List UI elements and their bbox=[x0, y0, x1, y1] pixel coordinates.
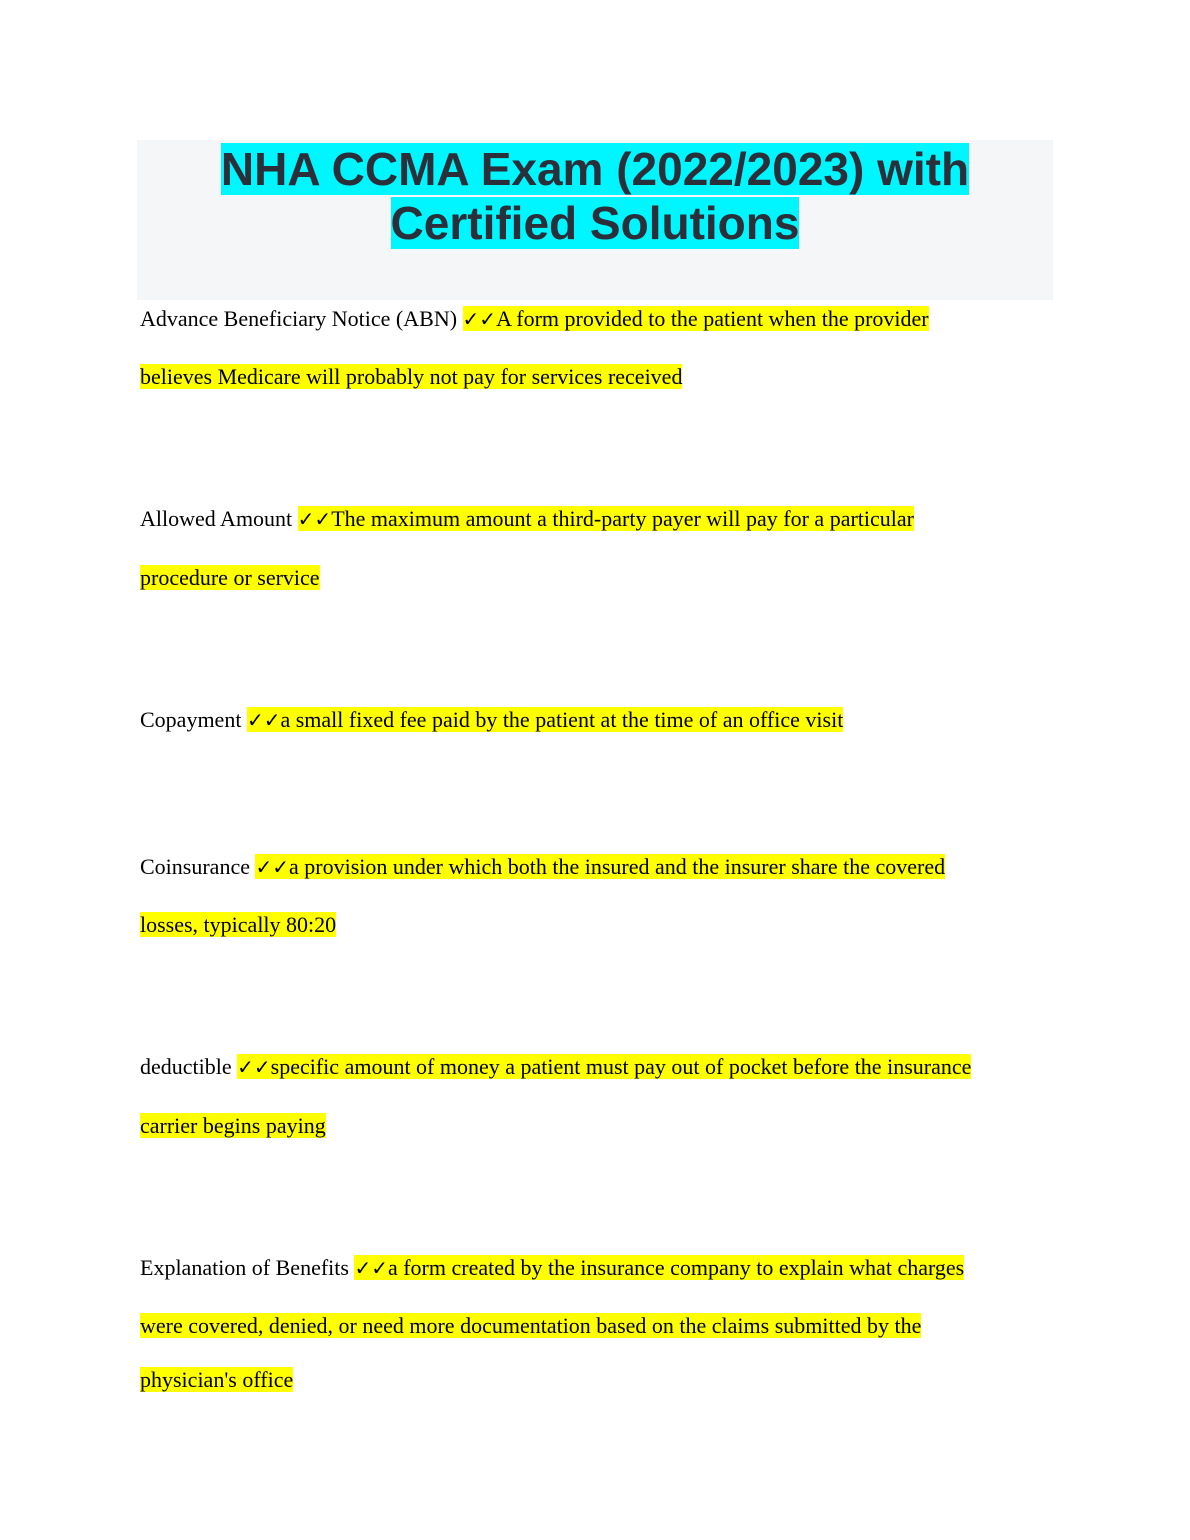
entry-line bbox=[140, 361, 682, 393]
definition-text: The maximum amount a third-party payer will pay for a particular bbox=[331, 506, 914, 531]
entry-line bbox=[140, 1310, 921, 1342]
check-mark-icon: ✓✓ bbox=[237, 1055, 271, 1079]
check-mark-icon: ✓✓ bbox=[297, 507, 332, 531]
entry-definition bbox=[247, 707, 843, 732]
check-mark-icon: ✓✓ bbox=[255, 855, 289, 879]
check-mark-icon: ✓✓ bbox=[246, 708, 281, 732]
definition-text: specific amount of money a patient must pay out of pocket before the insurance bbox=[270, 1054, 972, 1079]
title-box bbox=[137, 140, 1053, 300]
entry-line bbox=[140, 562, 320, 594]
definition-text: procedure or service bbox=[140, 565, 320, 590]
entry-line bbox=[140, 1051, 971, 1083]
entry-definition bbox=[354, 1255, 964, 1280]
title-line-2: Certified Solutions bbox=[390, 197, 800, 249]
entry-line bbox=[140, 851, 945, 883]
definition-text: A form provided to the patient when the provider bbox=[496, 306, 929, 331]
definition-text: a form created by the insurance company to explain what charges bbox=[387, 1255, 965, 1280]
entry-line bbox=[140, 1252, 964, 1284]
entry-term: Copayment bbox=[140, 707, 242, 732]
entry-line bbox=[140, 503, 914, 535]
definition-text: a small fixed fee paid by the patient at the time of an office visit bbox=[280, 707, 844, 732]
entry-term: Advance Beneficiary Notice (ABN) bbox=[140, 306, 458, 331]
title-line-1: NHA CCMA Exam (2022/2023) with bbox=[220, 143, 970, 195]
definition-text: physician's office bbox=[140, 1367, 294, 1392]
entry-definition bbox=[255, 854, 945, 879]
entry-term: Allowed Amount bbox=[140, 506, 293, 531]
page-title bbox=[137, 140, 1053, 250]
entry-definition bbox=[463, 306, 929, 331]
entry-line bbox=[140, 1110, 326, 1142]
entry-term: Coinsurance bbox=[140, 854, 250, 879]
definition-text: losses, typically 80:20 bbox=[140, 912, 337, 937]
definition-text: a provision under which both the insured and the insurer share the covered bbox=[288, 854, 946, 879]
entry-definition bbox=[237, 1054, 971, 1079]
entry-line bbox=[140, 1364, 293, 1396]
entry-line bbox=[140, 303, 929, 335]
entry-definition bbox=[298, 506, 914, 531]
check-mark-icon: ✓✓ bbox=[462, 307, 497, 331]
definition-text: were covered, denied, or need more documentation based on the claims submitted by the bbox=[140, 1313, 922, 1338]
definition-text: carrier begins paying bbox=[140, 1113, 326, 1138]
entry-term: Explanation of Benefits bbox=[140, 1255, 349, 1280]
entry-line bbox=[140, 704, 843, 736]
entry-term: deductible bbox=[140, 1054, 232, 1079]
check-mark-icon: ✓✓ bbox=[354, 1256, 388, 1280]
definition-text: believes Medicare will probably not pay for services received bbox=[140, 364, 683, 389]
entry-line bbox=[140, 909, 336, 941]
